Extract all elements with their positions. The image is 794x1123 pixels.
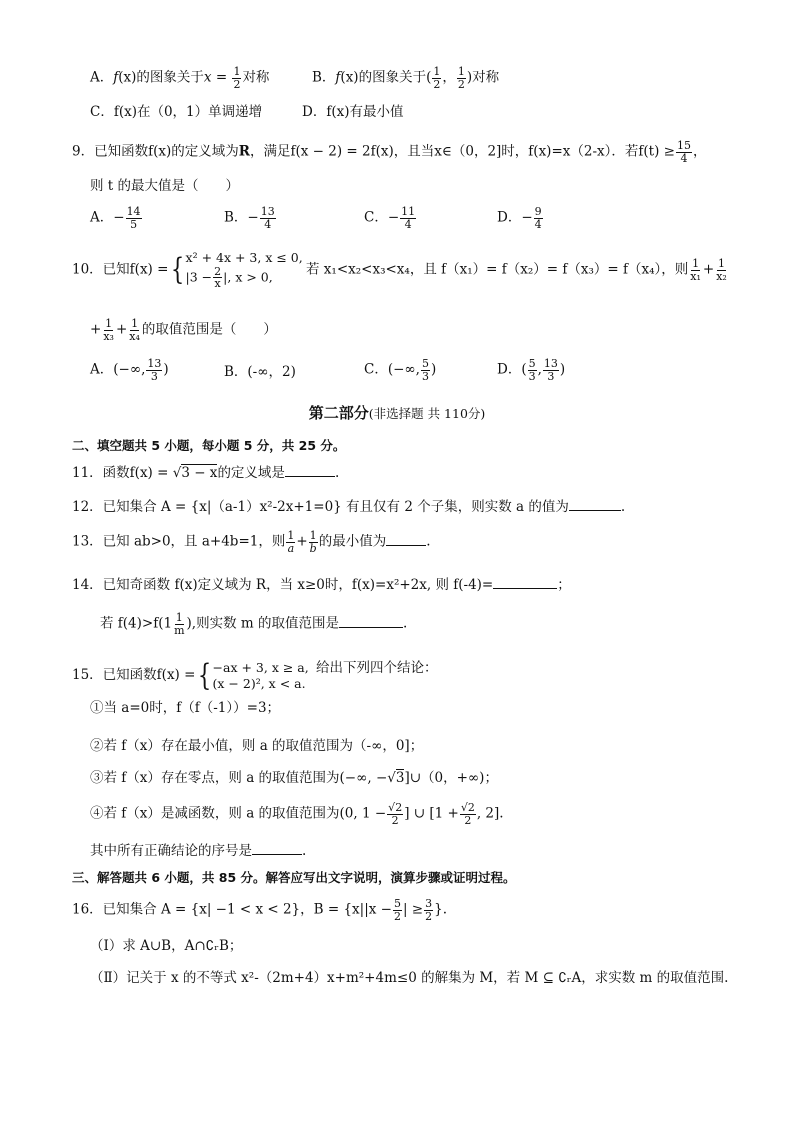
q8-option-b: B．f(x)的图象关于( $\frac{1}{2}$ ， $\frac{1}{2}$ )对称 bbox=[312, 65, 500, 91]
q9-option-d: D．− $\frac{9}{4}$ bbox=[497, 205, 542, 231]
section3-heading: 三、解答题共 6 小题，共 85 分。解答应写出文字说明，演算步骤或证明过程。 bbox=[72, 870, 516, 885]
q10-option-b: B．(-∞，2) bbox=[224, 364, 296, 380]
q16-part-1: （Ⅰ）求 A∪B，A∩∁ᵣB； bbox=[90, 938, 243, 954]
sqrt-icon: √ bbox=[388, 801, 396, 814]
q9-option-b: B．− $\frac{13}{4}$ bbox=[224, 205, 275, 231]
q15-conclusion-1: ①当 a=0时，f（f（-1））=3； bbox=[90, 700, 281, 716]
sqrt-icon: √ bbox=[387, 770, 396, 786]
q16-part-2: （Ⅱ）记关于 x 的不等式 x²-（2m+4）x+m²+4m≤0 的解集为 M，若 M ⊆ ∁ᵣA，求实数 m 的取值范围. bbox=[90, 970, 729, 986]
q8-option-c: C．f(x)在（0，1）单调递增 bbox=[90, 104, 263, 120]
q15-conclusion-2: ②若 f（x）存在最小值，则 a 的取值范围为（-∞，0]； bbox=[90, 738, 424, 754]
q14-answer-blank-2 bbox=[339, 615, 403, 628]
q15-question: 其中所有正确结论的序号是 . bbox=[90, 843, 307, 859]
q12-answer-blank bbox=[569, 498, 621, 511]
q10-stem-line1: 10．已知f(x) ={ x² + 4x + 3, x ≤ 0, |3 − $\frac{2}{x}$ |, x > 0, bbox=[72, 250, 303, 291]
q15-piecewise: −ax + 3, x ≥ a, (x − 2)², x < a. bbox=[212, 660, 309, 691]
q8-option-a: A．f(x)的图象关于x = $\frac{1}{2}$ 对称 bbox=[90, 65, 270, 91]
section2-heading: 二、填空题共 5 小题，每小题 5 分，共 25 分。 bbox=[72, 438, 346, 453]
q9-option-a: A．− $\frac{14}{5}$ bbox=[90, 205, 141, 231]
q10-option-d: D．( $\frac{5}{3}$ , $\frac{13}{3}$ ) bbox=[497, 357, 566, 383]
q15-stem: 15．已知函数f(x) ={ −ax + 3, x ≥ a, (x − 2)², x < a. bbox=[72, 657, 309, 693]
q15-answer-blank bbox=[252, 842, 302, 855]
q10-stem-line2: + $\frac{1}{\text{x₃}}$ + $\frac{1}{\text{x₄}}$ 的取值范围是（ ） bbox=[90, 317, 277, 343]
q16-stem: 16．已知集合 A = {x| −1 < x < 2}，B = {x||x − $\frac{5}{2}$ | ≥ $\frac{3}{2}$ }. bbox=[72, 897, 448, 923]
q11: 11．函数f(x) = √3 − x的定义域是 . bbox=[72, 465, 340, 481]
q13-answer-blank bbox=[386, 533, 426, 546]
q15-instruction: 给出下列四个结论： bbox=[316, 660, 438, 676]
q9-stem-line2: 则 t 的最大值是（ ） bbox=[90, 178, 240, 194]
q11-answer-blank bbox=[285, 464, 335, 477]
part2-heading: 第二部分(非选择题 共 110分) bbox=[308, 404, 486, 422]
q10-option-a: A．(−∞, $\frac{13}{3}$ ) bbox=[90, 357, 169, 383]
q8-a-fraction: $\frac{1}{2}$ bbox=[233, 65, 241, 91]
sqrt-icon: √ bbox=[460, 801, 468, 814]
q14-line1: 14．已知奇函数 f(x)定义域为 R，当 x≥0时，f(x)=x²+2x, 则 f(-4)= ； bbox=[72, 577, 571, 593]
q14-answer-blank-1 bbox=[493, 576, 557, 589]
q9-stem-line1: 9．已知函数f(x)的定义域为R，满足f(x − 2) = 2f(x)，且当x∈（0，2]时，f(x)=x（2-x）．若f(t) ≥ $\frac{15}{4}$ ， bbox=[72, 139, 707, 165]
q15-conclusion-4: ④若 f（x）是减函数，则 a 的取值范围为(0, 1 − $\frac{√2}{2}$ ] ∪ [1 + $\frac{√2}{2}$ , 2]. bbox=[90, 801, 504, 827]
q12: 12．已知集合 A = {x|（a-1）x²-2x+1=0} 有且仅有 2 个子集，则实数 a 的值为 . bbox=[72, 499, 626, 515]
q10-option-c: C．(−∞, $\frac{5}{3}$ ) bbox=[364, 357, 437, 383]
q8-option-d: D．f(x)有最小值 bbox=[302, 104, 404, 120]
q10-piecewise: x² + 4x + 3, x ≤ 0, |3 − $\frac{2}{x}$ |, x > 0, bbox=[185, 250, 303, 291]
q14-line2: 若 f(4)>f(1 $\frac{1}{m}$ ),则实数 m 的取值范围是 . bbox=[100, 611, 408, 637]
q15-conclusion-3: ③若 f（x）存在零点，则 a 的取值范围为(−∞, −√3]∪（0，+∞)； bbox=[90, 770, 498, 786]
sqrt-icon: √ bbox=[172, 465, 182, 481]
q10-condition: 若 x₁<x₂<x₃<x₄，且 f（x₁）= f（x₂）= f（x₃）= f（x₄），则 $\frac{1}{\text{x₁}}$ + $\frac{1}{\text{x₂}}$ bbox=[306, 257, 727, 283]
q13: 13．已知 ab>0，且 a+4b=1，则 $\frac{1}{a}$ + $\frac{1}{b}$ 的最小值为 . bbox=[72, 529, 431, 555]
q9-option-c: C．− $\frac{11}{4}$ bbox=[364, 205, 416, 231]
